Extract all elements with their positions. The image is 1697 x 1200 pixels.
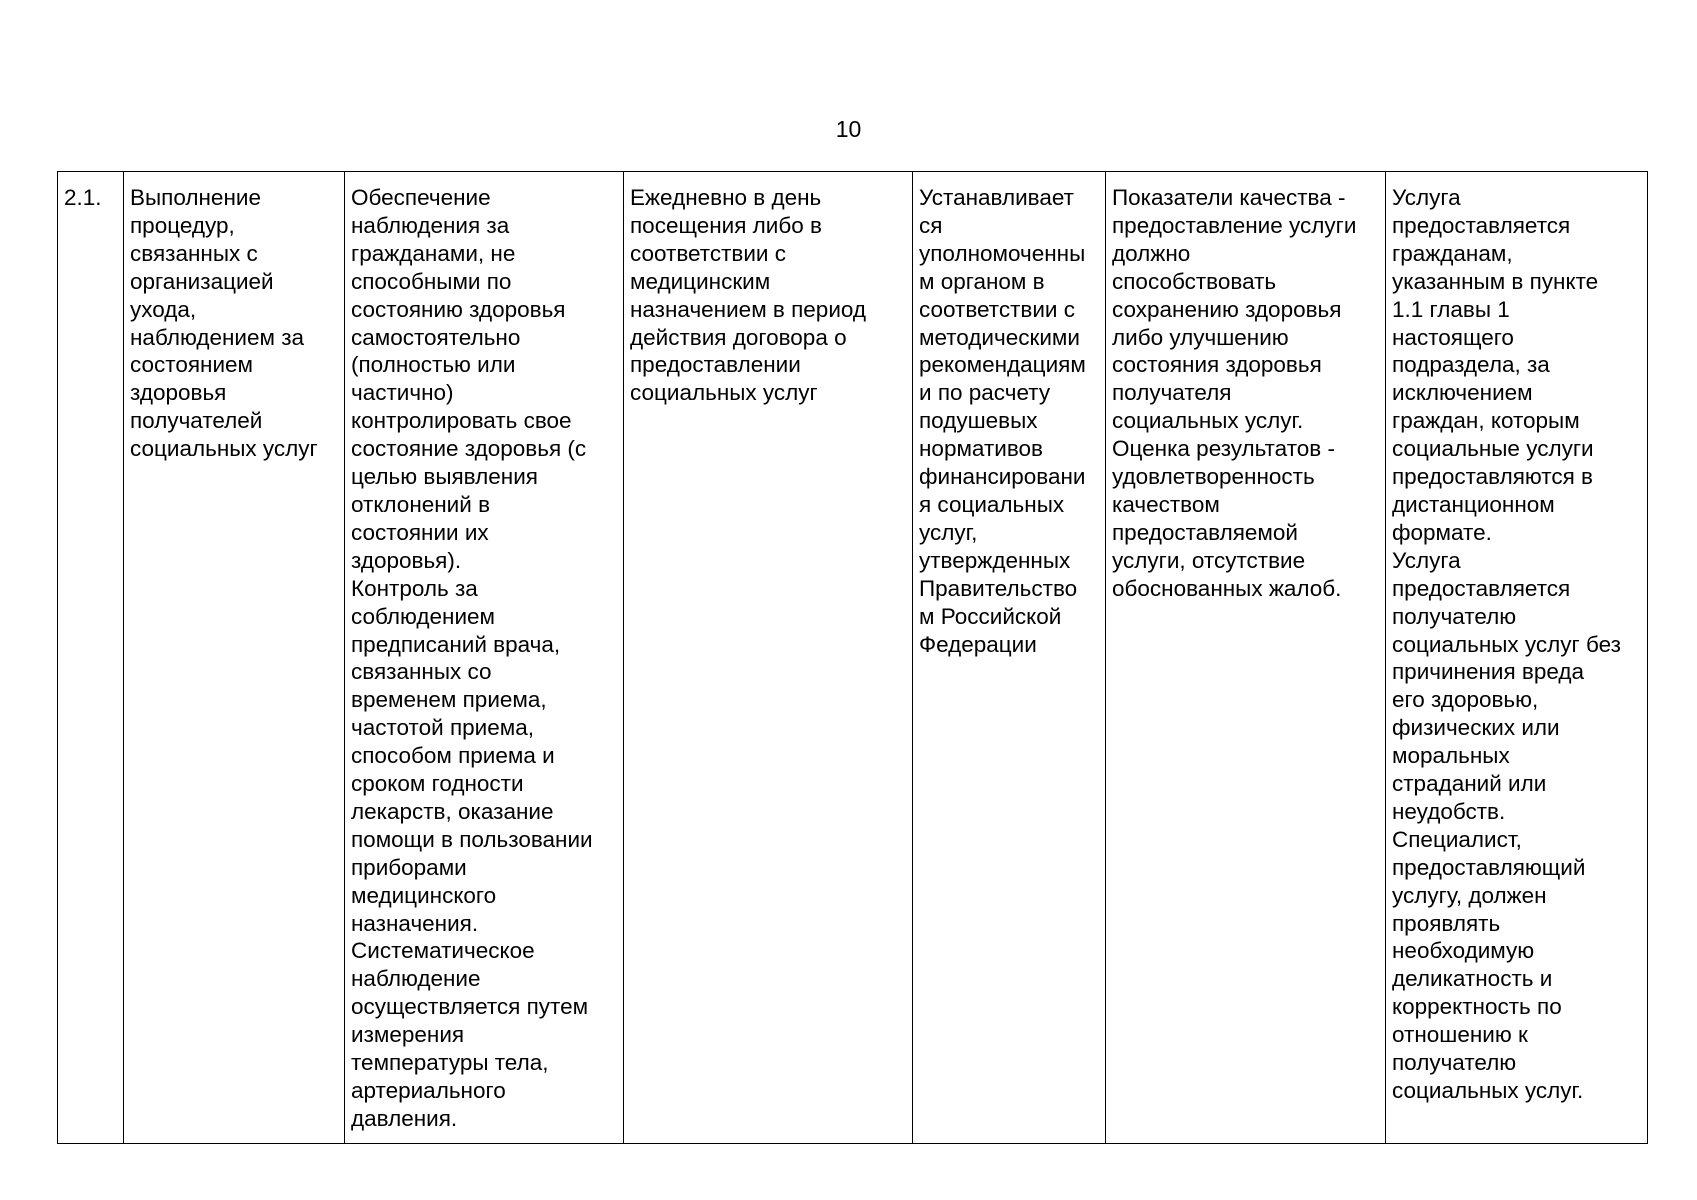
cell-service-name <box>124 172 345 1144</box>
cell-conditions <box>1386 172 1648 1144</box>
table-row <box>58 172 1648 1144</box>
cell-quality <box>1106 172 1386 1144</box>
cell-norms <box>913 172 1106 1144</box>
schedule-text: Ежедневно в день посещения либо в соответствии с медицинским назначением в период действия договора о предоставлении социальных услуг <box>630 185 867 406</box>
norms-text: Устанавливает ся уполномоченны м органом в соответствии с методическими рекомендациям и по расчету подушевых нормативов финансировани я социальных услуг, утвержденных Правительство м Российской Федерации <box>919 185 1086 657</box>
page-number: 10 <box>835 116 862 142</box>
services-table <box>57 171 1648 1144</box>
cell-schedule <box>624 172 913 1144</box>
quality-text: Показатели качества - предоставление услуги должно способствовать сохранению здоровья либо улучшению состояния здоровья получателя социальных услуг. Оценка результатов - удовлетворенность качеством предоставляемой услуги, отсутствие обоснованных жалоб. <box>1112 185 1357 601</box>
conditions-text: Услуга предоставляется гражданам, указанным в пункте 1.1 главы 1 настоящего подраздела, за исключением граждан, которым социальные услуги предоставляются в дистанционном формате. Услуга предоставляется получателю социальных услуг без причинения вреда его здоровью, физических или моральных страданий или неудобств. Специалист, предоставляющий услугу, должен проявлять необходимую деликатность и корректность по отношению к получателю социальных услуг. <box>1392 185 1621 1103</box>
row-number-text: 2.1. <box>64 185 102 210</box>
service-name-text: Выполнение процедур, связанных с организацией ухода, наблюдением за состоянием здоровья получателей социальных услуг <box>130 185 318 462</box>
cell-description <box>345 172 624 1144</box>
cell-number <box>58 172 124 1144</box>
description-text: Обеспечение наблюдения за гражданами, не способными по состоянию здоровья самостоятельно (полностью или частично) контролировать свое состояние здоровья (с целью выявления отклонений в состоянии их здоровья). Контроль за соблюдением предписаний врача, связанных со временем приема, частотой приема, способом приема и сроком годности лекарств, оказание помощи в пользовании приборами медицинского назначения. Систематическое наблюдение осуществляется путем измерения температуры тела, артериального давления. <box>351 185 593 1131</box>
